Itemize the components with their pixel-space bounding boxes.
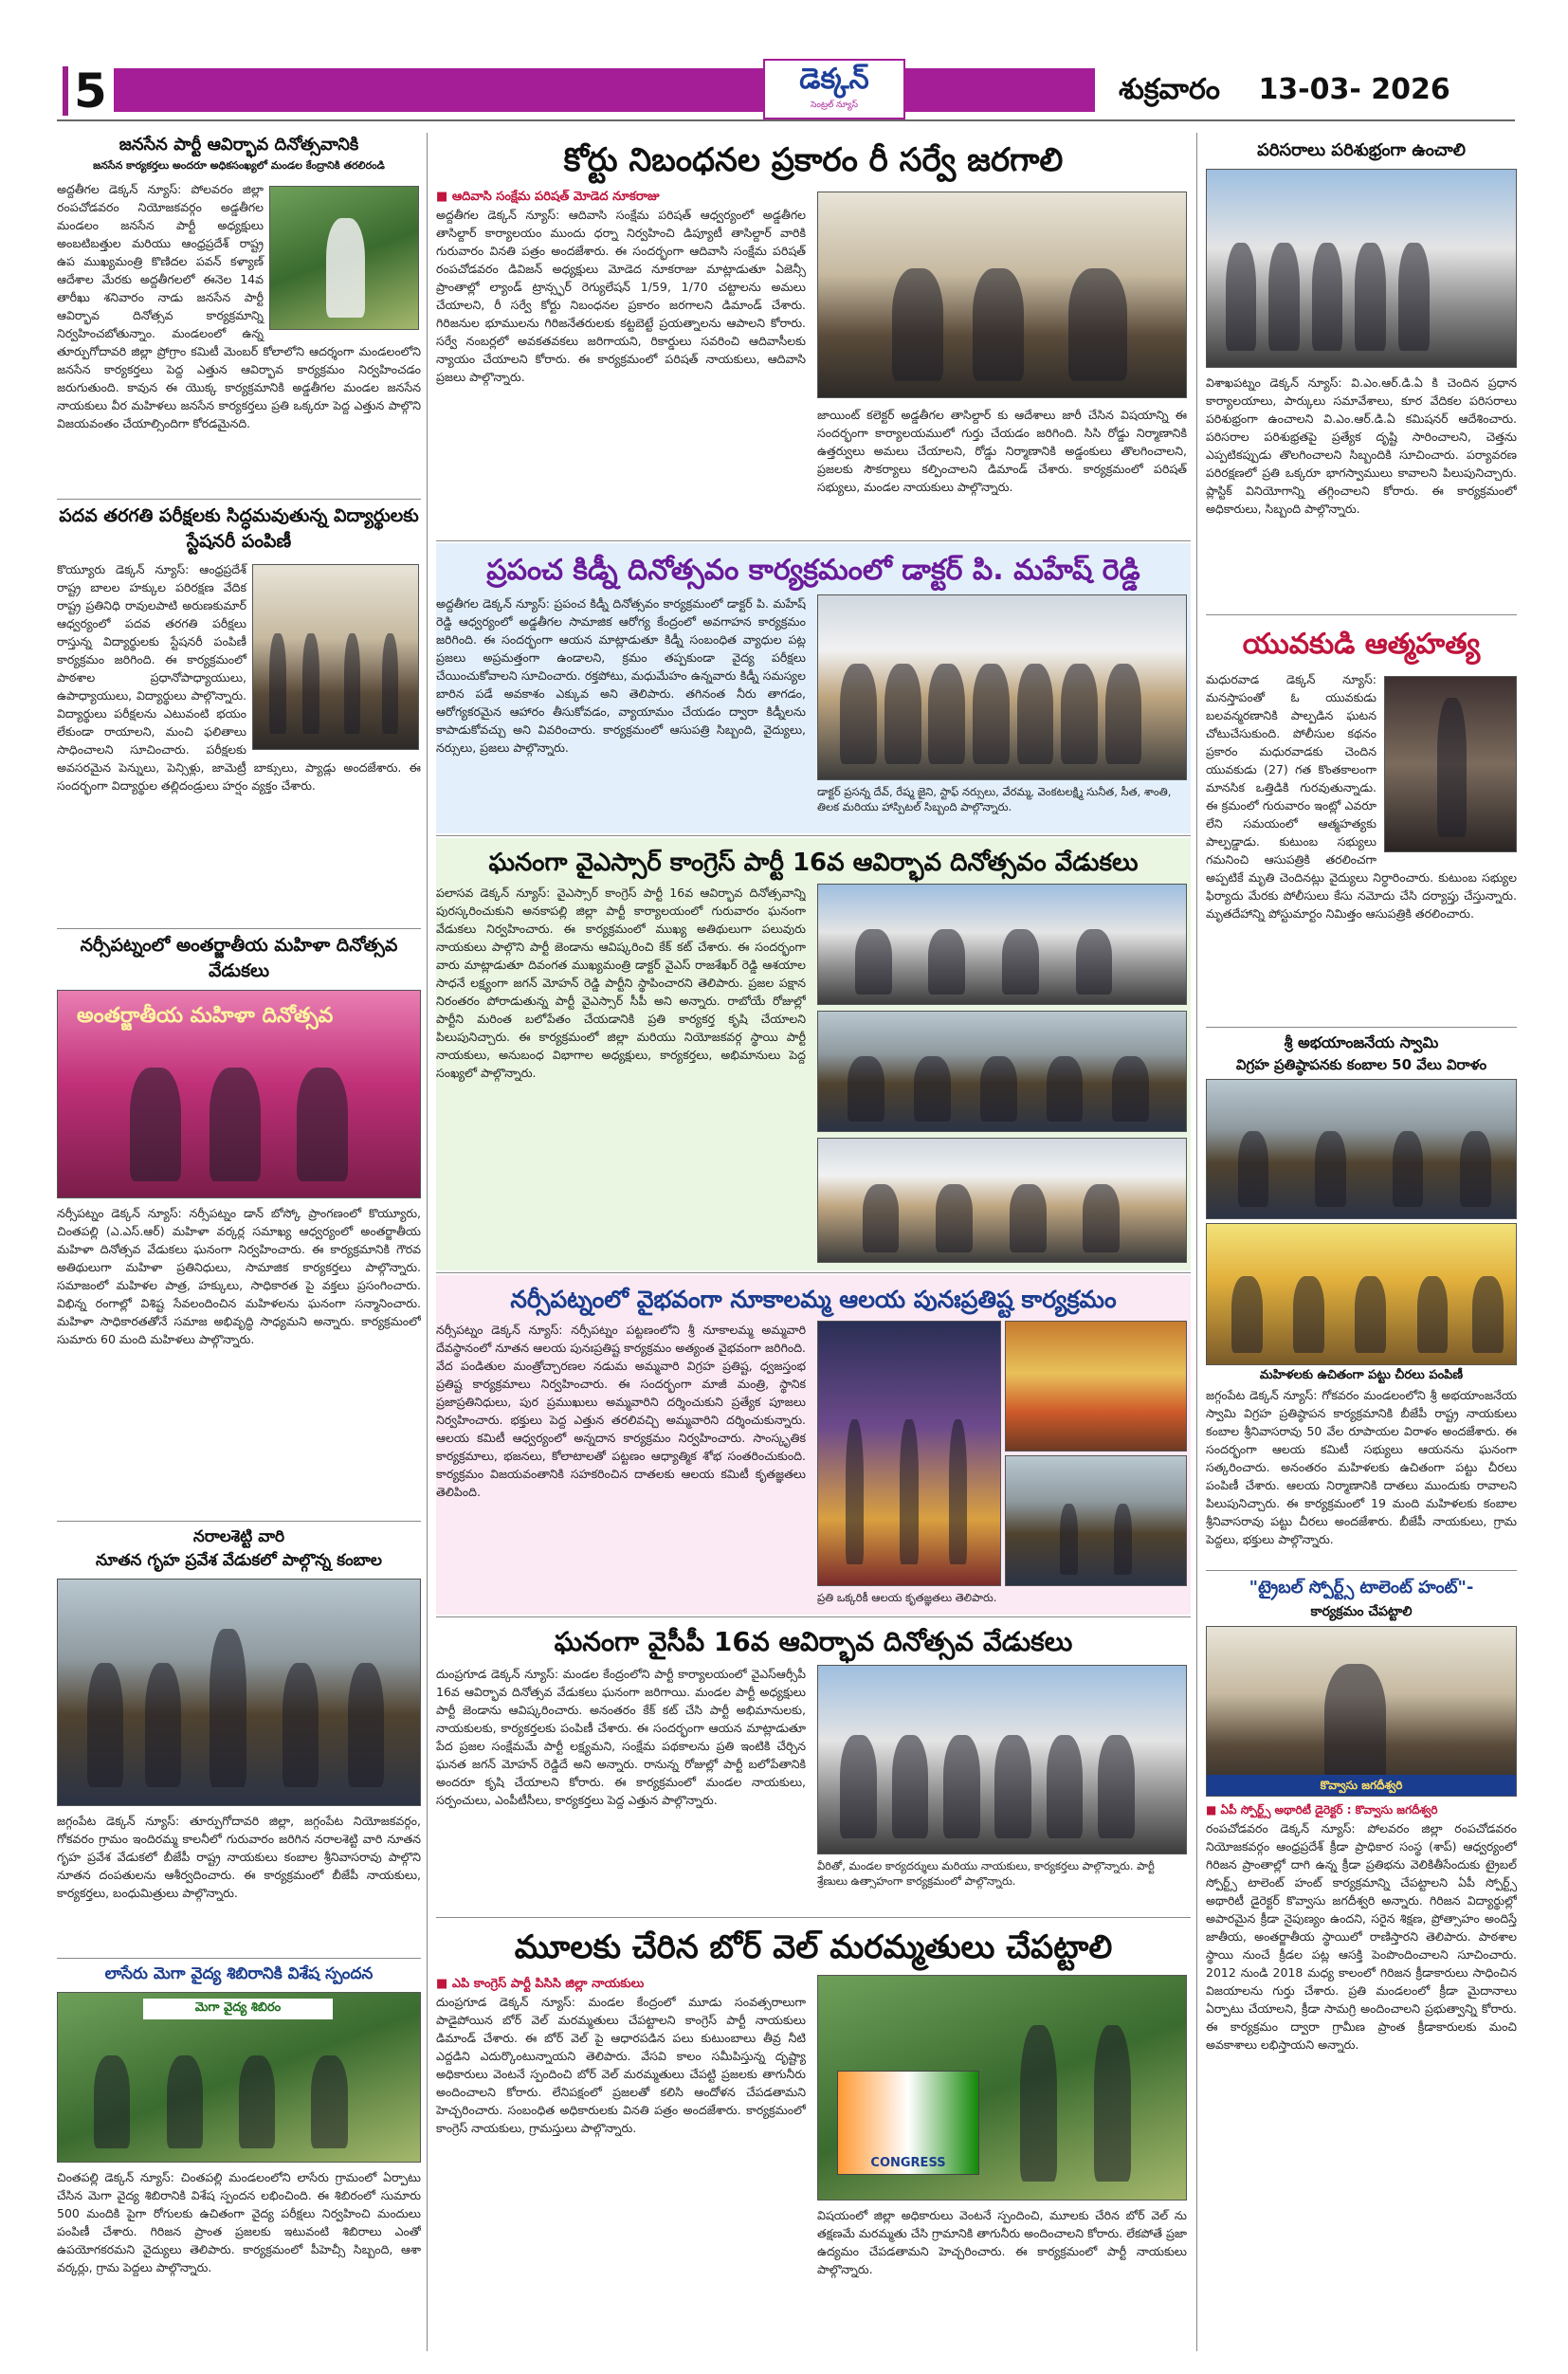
issue-day: శుక్రవారం — [1119, 73, 1220, 106]
article-byline: ■ ఆదివాసి సంక్షేమ పరిషత్ మోడెద నూకరాజు — [436, 188, 806, 206]
article-photo — [817, 1138, 1187, 1263]
divider — [1206, 1027, 1517, 1028]
divider — [1206, 1570, 1517, 1571]
divider — [436, 1272, 1191, 1273]
article-photo — [1206, 169, 1517, 368]
article-kidney-day — [436, 543, 1191, 833]
article-resurvey — [436, 133, 1191, 539]
congress-flag-icon — [837, 2071, 979, 2175]
article-subtitle: జనసేన కార్యకర్తలు అందరూ అధికసంఖ్యలో మండల కేంద్రానికి తరలిరండి — [93, 159, 385, 172]
article-title: పదవ తరగతి పరీక్షలకు సిద్ధమవుతున్న విద్యార్థులకు స్టేషనరీ పంపిణీ — [59, 505, 419, 552]
article-subtitle: విగ్రహ ప్రతిష్ఠాపనకు కంబాల 50 వేలు విరాళం — [1235, 1056, 1487, 1073]
article-borewell — [436, 1920, 1191, 2358]
article-body: మధురవాడ డెక్కన్ న్యూస్: మనస్తాపంతో ఓ యువకుడు బలవన్మరణానికి పాల్పడిన ఘటన చోటుచేసుకుంది. పోలీసుల కథనం ప్రకారం మధురవాడకు చెందిన యువకుడు (27) గత కొంతకాలంగా మానసిక ఒత్తిడికి గురవుతున్నాడు. ఈ క్రమంలో గురువారం ఇంట్లో ఎవరూ లేని సమయంలో ఆత్మహత్యకు పాల్పడ్డాడు. కుటుంబ సభ్యులు గమనించి ఆసుపత్రికి తరలించగా అప్పటికే మృతి చెందినట్లు వైద్యులు నిర్ధారించారు. కుటుంబ సభ్యుల ఫిర్యాదు మేరకు పోలీసులు కేసు నమోదు చేసి దర్యాప్తు చేస్తున్నారు. మృతదేహాన్ని పోస్టుమార్టం నిమిత్తం ఆసుపత్రికి తరలించారు. — [1206, 672, 1517, 921]
article-photo — [817, 192, 1187, 398]
issue-date-value: 13-03- 2026 — [1258, 73, 1450, 106]
article-photo — [817, 1321, 1001, 1586]
divider — [436, 1917, 1191, 1918]
article-photo — [817, 884, 1187, 1005]
article-photo — [1005, 1321, 1187, 1452]
page-number: 5 — [74, 64, 107, 119]
article-body: అద్దతీగల డెక్కన్ న్యూస్: ప్రపంచ కిడ్నీ దినోత్సవం కార్యక్రమంలో డాక్టర్ పి. మహేష్ రెడ్డి ఆధ్వర్యంలో అడ్డతీగల సామాజిక ఆరోగ్య కేంద్రంలో అవగాహన కార్యక్రమం జరిగింది. ఈ సందర్భంగా ఆయన మాట్లాడుతూ కిడ్నీ సంబంధిత వ్యాధుల పట్ల ప్రజలు అప్రమత్తంగా ఉండాలని, క్రమం తప్పకుండా వైద్య పరీక్షలు చేయించుకోవాలని సూచించారు. రక్తపోటు, మధుమేహం ఉన్నవారు కిడ్నీ సమస్యల బారిన పడే అవకాశం ఎక్కువ అని తెలిపారు. తగినంత నీరు తాగడం, ఆరోగ్యకరమైన ఆహారం తీసుకోవడం, వ్యాయామం చేయడం ద్వారా కిడ్నీలను కాపాడుకోవచ్చు అని వివరించారు. కార్యక్రమంలో ఆసుపత్రి సిబ్బంది, వైద్యులు, నర్సులు, ప్రజలు పాల్గొన్నారు. — [436, 596, 806, 755]
article-title: ఘనంగా వైసీపీ 16వ ఆవిర్భావ దినోత్సవ వేడుకలు — [554, 1626, 1073, 1657]
photo-name-strip: కొవ్వాసు జగదీశ్వరి — [1207, 1775, 1516, 1796]
divider — [436, 835, 1191, 836]
article-body-continued: జాయింట్ కలెక్టర్ అడ్డతీగల తాసిల్దార్ కు ఆదేశాలు జారీ చేసిన విషయాన్ని ఈ సందర్భంగా కార్యాలయములో గుర్తు చేయడం జరిగింది. సిసి రోడ్డు నిర్మాణానికి ఉత్తర్వులు అమలు చేయాలని, రోడ్డు నిర్మాణానికి అడ్డంకులు తొలగించాలని, ప్రజలకు సౌకర్యాలు కల్పించాలని డిమాండ్ చేశారు. కార్యక్రమంలో పరిషత్ సభ్యులు, మండల నాయకులు పాల్గొన్నారు. — [817, 408, 1187, 494]
article-womens-day — [57, 933, 421, 1517]
article-medical-camp — [57, 1963, 421, 2374]
article-body: విశాఖపట్నం డెక్కన్ న్యూస్: వి.ఎం.ఆర్.డి.ఏ కి చెందిన ప్రధాన కార్యాలయాలు, పార్కులు సమావేశాలు, కూర వేదికల పరిసరాలు పరిశుభ్రంగా ఉంచాలని వి.ఎం.ఆర్.డి.ఏ కమిషనర్ ఆదేశించారు. పరిసరాల పరిశుభ్రతపై ప్రత్యేక దృష్టి సారించాలని, చెత్తను ఎప్పటికప్పుడు తొలగించాలని సిబ్బందికి సూచించారు. పర్యావరణ పరిరక్షణలో ప్రతి ఒక్కరూ భాగస్వాములు కావాలని పిలుపునిచ్చారు. ప్లాస్టిక్ వినియోగాన్ని తగ్గించాలని కోరారు. ఈ కార్యక్రమంలో అధికారులు, సిబ్బంది పాల్గొన్నారు. — [1206, 375, 1517, 516]
article-photo — [817, 1011, 1187, 1132]
divider — [57, 1958, 421, 1959]
column-divider — [1196, 133, 1197, 2351]
article-title: ఘనంగా వైఎస్సార్ కాంగ్రెస్ పార్టీ 16వ ఆవిర్భావ దినోత్సవం వేడుకలు — [488, 849, 1139, 877]
article-stationery — [57, 503, 421, 924]
article-body: రంపచోడవరం డెక్కన్ న్యూస్: పోలవరం జిల్లా రంపచోడవరం నియోజకవర్గం ఆంధ్రప్రదేశ్ క్రీడా ప్రాధికార సంస్థ (శాప్) ఆధ్వర్యంలో గిరిజన ప్రాంతాల్లో దాగి ఉన్న క్రీడా ప్రతిభను వెలికితీసేందుకు ట్రైబల్ స్పోర్ట్స్ టాలెంట్ హంట్ కార్యక్రమాన్ని చేపట్టాలని ఏపీ స్పోర్ట్స్ అథారిటీ డైరెక్టర్ కొవ్వాసు జగదీశ్వరి అన్నారు. గిరిజన విద్యార్థుల్లో అపారమైన క్రీడా నైపుణ్యం ఉందని, సరైన శిక్షణ, ప్రోత్సాహం అందిస్తే జాతీయ, అంతర్జాతీయ స్థాయిలో రాణిస్తారని తెలిపారు. పాఠశాల స్థాయి నుంచే క్రీడల పట్ల ఆసక్తి పెంపొందించాలని సూచించారు. 2012 నుండి 2018 మధ్య కాలంలో గిరిజన క్రీడాకారులు సాధించిన విజయాలను గుర్తు చేశారు. ప్రతి మండలంలో క్రీడా మైదానాలు ఏర్పాటు చేయాలని, క్రీడా సామగ్రి అందించాలని ప్రభుత్వాన్ని కోరారు. ఈ కార్యక్రమం ద్వారా గ్రామీణ ప్రాంత క్రీడాకారులకు మంచి అవకాశాలు లభిస్తాయని అన్నారు. — [1206, 1821, 1517, 2052]
divider — [1206, 614, 1517, 615]
photo-banner-text: మెగా వైద్య శిబిరం — [143, 1999, 333, 2019]
article-byline: ■ ఎపి కాంగ్రెస్ పార్టీ పిసిసి జిల్లా నాయకులు — [436, 1975, 806, 1993]
divider — [436, 1616, 1191, 1617]
logo-name: డెక్కన్ — [799, 63, 869, 96]
column-divider — [427, 133, 428, 2351]
article-photo — [57, 1579, 421, 1806]
article-photo — [1005, 1455, 1187, 1586]
logo-tagline: సెంట్రల్ న్యూస్ — [811, 100, 858, 110]
article-subtitle: నూతన గృహ ప్రవేశ వేడుకలో పాల్గొన్న కంబాల — [96, 1551, 382, 1570]
masthead-band — [114, 68, 1095, 112]
article-photo — [1206, 1223, 1517, 1365]
article-tribal-sports — [1206, 1575, 1517, 2374]
article-photo — [817, 1665, 1187, 1854]
article-house-warming — [57, 1525, 421, 1954]
article-title: జనసేన పార్టీ ఆవిర్భావ దినోత్సవానికి — [119, 135, 359, 155]
left-column — [57, 133, 421, 2374]
article-body: చింతపల్లి డెక్కన్ న్యూస్: చింతపల్లి మండలంలోని లాసేరు గ్రామంలో ఏర్పాటు చేసిన మెగా వైద్య శిబిరానికి విశేష స్పందన లభించింది. ఈ శిబిరంలో సుమారు 500 మందికి పైగా రోగులకు ఉచితంగా వైద్య పరీక్షలు నిర్వహించి మందులు పంపిణీ చేశారు. గిరిజన ప్రాంత ప్రజలకు ఇటువంటి శిబిరాలు ఎంతో ఉపయోగకరమని వైద్యులు తెలిపారు. కార్యక్రమంలో పీహెచ్సీ సిబ్బంది, ఆశా వర్కర్లు, గ్రామ పెద్దలు పాల్గొన్నారు. — [57, 2170, 421, 2274]
photo-caption: వీరితో, మండల కార్యదర్శులు మరియు నాయకులు, కార్యకర్తలు పాల్గొన్నారు. పార్టీ శ్రేణులు ఉత్సాహంగా కార్యక్రమంలో పాల్గొన్నారు. — [817, 1859, 1155, 1888]
article-body: ■ ఆదివాసి సంక్షేమ పరిషత్ మోడెద నూకరాజు అద్దతీగల డెక్కన్ న్యూస్: ఆదివాసి సంక్షేమ పరిషత్ ఆధ్వర్యంలో అడ్డతీగల తాసిల్దార్ కార్యాలయం ముందు ధర్నా నిర్వహించి డిప్యూటీ తాసిల్దార్ వారికి గురువారం వినతి పత్రం అందజేశారు. ఈ సందర్భంగా ఆదివాసి సంక్షేమ పరిషత్ రంపచోడవరం డివిజన్ అధ్యక్షులు మోడెద నూకరాజు మాట్లాడుతూ ఏజెన్సీ ప్రాంతాల్లో ల్యాండ్ ట్రాన్స్ఫర్ రెగ్యులేషన్ 1/59, 1/70 చట్టాలను అమలు చేయాలని, రీ సర్వే కోర్టు నిబంధనల ప్రకారం జరగాలని డిమాండ్ చేశారు. గిరిజనుల భూములను గిరిజనేతరులకు కట్టబెట్టే ప్రయత్నాలను ఆపాలని కోరారు. సర్వే నంబర్లలో అవకతవకలు జరిగాయని, రికార్డులు సవరించి ఆదివాసీలకు న్యాయం చేయాలని కోరారు. ఈ కార్యక్రమంలో పరిషత్ నాయకులు, ఆదివాసి ప్రజలు పాల్గొన్నారు. — [436, 188, 806, 537]
article-title: శ్రీ అభయాంజనేయ స్వామి — [1284, 1033, 1439, 1051]
photo-caption: ప్రతి ఒక్కరికీ ఆలయ కృతజ్ఞతలు తెలిపారు. — [817, 1591, 997, 1604]
article-photo — [1206, 1626, 1517, 1797]
article-title: లాసేరు మెగా వైద్య శిబిరానికి విశేష స్పందన — [104, 1964, 374, 1983]
photo-banner-text: అంతర్జాతీయ మహిళా దినోత్సవ — [77, 1004, 334, 1028]
article-abhayanjaneya — [1206, 1032, 1517, 1566]
divider — [57, 1521, 421, 1522]
divider — [57, 928, 421, 929]
article-photo — [1206, 1079, 1517, 1219]
article-subtitle: మహిళలకు ఉచితంగా పట్టు చీరలు పంపిణీ — [1259, 1368, 1464, 1382]
article-body: ■ ఎపి కాంగ్రెస్ పార్టీ పిసిసి జిల్లా నాయకులు దుంప్రగూడ డెక్కన్ న్యూస్: మండల కేంద్రంలో మూడు సంవత్సరాలుగా పాడైపోయిన బోర్ వెల్ మరమ్మతులు చేపట్టాలని కాంగ్రెస్ పార్టీ నాయకులు డిమాండ్ చేశారు. ఈ బోర్ వెల్ పై ఆధారపడిన పలు కుటుంబాలు తీవ్ర నీటి ఎద్దడిని ఎదుర్కొంటున్నాయని తెలిపారు. వేసవి కాలం సమీపిస్తున్న దృష్ట్యా అధికారులు వెంటనే స్పందించి బోర్ వెల్ మరమ్మతులు చేపట్టి ప్రజలకు తాగునీరు అందించాలని కోరారు. లేనిపక్షంలో ప్రజలతో కలిసి ఆందోళన చేపడతామని హెచ్చరించారు. సంబంధిత అధికారులకు వినతి పత్రం అందజేశారు. కార్యక్రమంలో కాంగ్రెస్ నాయకులు, గ్రామస్తులు పాల్గొన్నారు. — [436, 1975, 806, 2354]
article-title: నర్సీపట్నంలో వైభవంగా నూకాలమ్మ ఆలయ పునఃప్రతిష్ట కార్యక్రమం — [510, 1286, 1117, 1313]
article-body: పలాసవ డెక్కన్ న్యూస్: వైఎస్సార్ కాంగ్రెస్ పార్టీ 16వ ఆవిర్భావ దినోత్సవాన్ని పురస్కరించుకుని అనకాపల్లి జిల్లా పార్టీ కార్యాలయంలో గురువారం ఘనంగా వేడుకలు నిర్వహించారు. ఈ కార్యక్రమంలో ముఖ్య అతిథులుగా పలువురు నాయకులు పాల్గొని పార్టీ జెండాను ఆవిష్కరించి కేక్ కట్ చేశారు. ఈ సందర్భంగా వారు మాట్లాడుతూ దివంగత ముఖ్యమంత్రి డాక్టర్ వైఎస్ రాజశేఖర్ రెడ్డి ఆశయాల సాధనే లక్ష్యంగా జగన్ మోహన్ రెడ్డి పార్టీని స్థాపించారని తెలిపారు. ప్రజల పక్షాన నిరంతరం పోరాడుతున్న పార్టీ వైఎస్సార్ సీపీ అని అన్నారు. రాబోయే రోజుల్లో పార్టీని మరింత బలోపేతం చేయడానికి ప్రతి కార్యకర్త కృషి చేయాలని పిలుపునిచ్చారు. ఈ కార్యక్రమంలో జిల్లా మరియు నియోజకవర్గ స్థాయి పార్టీ నాయకులు, అనుబంధ విభాగాల అధ్యక్షులు, కార్యకర్తలు, అభిమానులు పెద్ద సంఖ్యలో పాల్గొన్నారు. — [436, 886, 806, 1080]
article-body: దుంప్రగూడ డెక్కన్ న్యూస్: మండల కేంద్రంలోని పార్టీ కార్యాలయంలో వైఎస్ఆర్సీపీ 16వ ఆవిర్భావ దినోత్సవ వేడుకలు ఘనంగా జరిగాయి. మండల పార్టీ అధ్యక్షులు పార్టీ జెండాను ఆవిష్కరించారు. అనంతరం కేక్ కట్ చేసి పార్టీ అభిమానులకు, నాయకులకు, కార్యకర్తలకు పంపిణీ చేశారు. ఈ సందర్భంగా ఆయన మాట్లాడుతూ పేద ప్రజల సంక్షేమమే పార్టీ లక్ష్యమని, సంక్షేమ పథకాలను ప్రతి ఇంటికి చేర్చిన ఘనత జగన్ మోహన్ రెడ్డిదే అని అన్నారు. రానున్న రోజుల్లో పార్టీ బలోపేతానికి అందరూ కృషి చేయాలని కోరారు. ఈ కార్యక్రమంలో మండల నాయకులు, సర్పంచులు, ఎంపీటీసీలు, కార్యకర్తలు పెద్ద ఎత్తున పాల్గొన్నారు. — [436, 1667, 806, 1807]
article-body: జగ్గంపేట డెక్కన్ న్యూస్: తూర్పుగోదావరి జిల్లా, జగ్గంపేట నియోజకవర్గం, గోకవరం గ్రామం ఇందిరమ్మ కాలనీలో గురువారం జరిగిన నరాలశెట్టి వారి నూతన గృహ ప్రవేశ వేడుకలో బీజేపీ రాష్ట్ర నాయకులు కంబాల శ్రీనివాసరావు పాల్గొని నూతన దంపతులను ఆశీర్వదించారు. ఈ కార్యక్రమంలో బీజేపీ నాయకులు, కార్యకర్తలు, బంధుమిత్రులు పాల్గొన్నారు. — [57, 1814, 421, 1900]
article-cleanliness — [1206, 133, 1517, 611]
divider — [436, 540, 1191, 541]
article-title: యువకుడి ఆత్మహత్య — [1242, 628, 1481, 661]
center-column — [436, 133, 1191, 2358]
newspaper-logo — [763, 59, 905, 119]
article-title: మూలకు చేరిన బోర్ వెల్ మరమ్మతులు చేపట్టాలి — [514, 1928, 1113, 1966]
article-title: "ట్రైబల్ స్పోర్ట్స్ టాలెంట్ హంట్"- — [1249, 1578, 1474, 1598]
article-nookalamma-temple — [436, 1275, 1191, 1615]
article-title: నర్సీపట్నంలో అంతర్జాతీయ మహిళా దినోత్సవ వేడుకలు — [80, 935, 398, 981]
article-body-continued: విషయంలో జిల్లా అధికారులు వెంటనే స్పందించి, మూలకు చేరిన బోర్ వెల్ ను తక్షణమే మరమ్మతు చేసి గ్రామానికి తాగునీరు అందించాలని కోరారు. లేకపోతే ప్రజా ఉద్యమం చేపడతామని హెచ్చరించారు. ఈ కార్యక్రమంలో పార్టీ నాయకులు పాల్గొన్నారు. — [817, 2208, 1187, 2276]
article-title: పరిసరాలు పరిశుభ్రంగా ఉంచాలి — [1257, 140, 1466, 160]
article-photo — [57, 990, 421, 1198]
article-photo — [817, 1975, 1187, 2201]
flag-text: CONGRESS — [870, 2156, 946, 2170]
article-suicide — [1206, 619, 1517, 1023]
photo-caption: డాక్టర్ ప్రసన్న దేవ్, రేష్మ జైని, స్టాఫ్ నర్సులు, వేరమ్మ, వెంకటలక్ష్మి సునీత, సీత, శాంతి, తిలక మరియు హాస్పిటల్ సిబ్బంది పాల్గొన్నారు. — [817, 785, 1172, 813]
article-body: నర్సీపట్నం డెక్కన్ న్యూస్: నర్సీపట్నం పట్టణంలోని శ్రీ నూకాలమ్మ అమ్మవారి దేవస్థానంలో నూతన ఆలయ పునఃప్రతిష్ట కార్యక్రమం అత్యంత వైభవంగా జరిగింది. వేద పండితుల మంత్రోచ్చారణల నడుమ అమ్మవారి విగ్రహ ప్రతిష్ట, ధ్వజస్తంభ ప్రతిష్ట కార్యక్రమాలు నిర్వహించారు. ఈ సందర్భంగా మాజీ మంత్రి, స్థానిక ప్రజాప్రతినిధులు, పుర ప్రముఖులు అమ్మవారిని దర్శించుకుని ప్రత్యేక పూజలు నిర్వహించారు. భక్తులు పెద్ద ఎత్తున తరలివచ్చి అమ్మవారిని దర్శించుకున్నారు. ఆలయ కమిటీ ఆధ్వర్యంలో అన్నదాన కార్యక్రమం నిర్వహించారు. సాంస్కృతిక కార్యక్రమాలు, భజనలు, కోలాటాలతో పట్టణం ఆధ్యాత్మిక శోభ సంతరించుకుంది. కార్యక్రమం విజయవంతానికి సహకరించిన దాతలకు ఆలయ కమిటీ కృతజ్ఞతలు తెలిపింది. — [436, 1323, 806, 1499]
article-ysrcp-celebration — [436, 1619, 1191, 1915]
divider — [57, 499, 421, 500]
article-title: నరాలశెట్టి వారి — [192, 1527, 285, 1546]
article-body: జగ్గంపేట డెక్కన్ న్యూస్: గోకవరం మండలంలోని శ్రీ అభయాంజనేయ స్వామి విగ్రహ ప్రతిష్ఠాపన కార్యక్రమానికి బీజేపీ రాష్ట్ర నాయకులు కంబాల శ్రీనివాసరావు 50 వేల రూపాయల విరాళం అందజేశారు. ఈ సందర్భంగా ఆలయ కమిటీ సభ్యులు ఆయనను ఘనంగా సత్కరించారు. అనంతరం మహిళలకు ఉచితంగా పట్టు చీరలు పంపిణీ చేశారు. ఆలయ నిర్మాణానికి దాతలు ముందుకు రావాలని పిలుపునిచ్చారు. ఈ కార్యక్రమంలో 19 మంది మహిళలకు కంబాల శ్రీనివాసరావు పట్టు చీరలు అందజేశారు. బీజేపీ నాయకులు, గ్రామ పెద్దలు, భక్తులు పాల్గొన్నారు. — [1206, 1388, 1517, 1546]
article-title: కోర్టు నిబంధనల ప్రకారం రీ సర్వే జరగాలి — [563, 141, 1064, 179]
masthead — [0, 0, 1568, 119]
masthead-rule — [57, 119, 1515, 121]
article-title: ప్రపంచ కిడ్నీ దినోత్సవం కార్యక్రమంలో డాక్టర్ పి. మహేష్ రెడ్డి — [486, 554, 1140, 587]
article-janasena — [57, 133, 421, 495]
article-body: కొయ్యూరు డెక్కన్ న్యూస్: ఆంధ్రప్రదేశ్ రాష్ట్ర బాలల హక్కుల పరిరక్షణ వేదిక రాష్ట్ర ప్రతినిధి రావులపాటి అరుణకుమార్ ఆధ్వర్యంలో పదవ తరగతి పరీక్షలు రాస్తున్న విద్యార్థులకు స్టేషనరీ పంపిణీ కార్యక్రమం జరిగింది. ఈ కార్యక్రమంలో పాఠశాల ప్రధానోపాధ్యాయులు, ఉపాధ్యాయులు, విద్యార్థులు పాల్గొన్నారు. విద్యార్థులు పరీక్షలను ఎటువంటి భయం లేకుండా రాయాలని, మంచి ఫలితాలు సాధించాలని సూచించారు. పరీక్షలకు అవసరమైన పెన్నులు, పెన్సిళ్లు, జామెట్రీ బాక్సులు, ప్యాడ్లు అందజేశారు. ఈ సందర్భంగా విద్యార్థుల తల్లిదండ్రులు హర్షం వ్యక్తం చేశారు. — [57, 562, 421, 793]
right-column — [1206, 133, 1517, 2374]
article-photo — [57, 1992, 421, 2163]
article-photo — [817, 594, 1187, 780]
article-body: అద్దతీగల డెక్కన్ న్యూస్: పోలవరం జిల్లా రంపచోడవరం నియోజకవర్గం అడ్డతీగల మండలం జనసేన పార్టీ అధ్యక్షులు అంబటిబత్తుల మరియు ఆంధ్రప్రదేశ్ రాష్ట్ర ఉప ముఖ్యమంత్రి కొణిదల పవన్ కళ్యాణ్ ఆదేశాల మేరకు అద్దతీగలలో ఈనెల 14వ తారీఖు శనివారం నాడు జనసేన పార్టీ ఆవిర్భావ దినోత్సవ కార్యక్రమాన్ని నిర్వహించబోతున్నాం. మండలంలో ఉన్న తూర్పుగోదావరి జిల్లా ప్రోగ్రాం కమిటీ మెంబర్ కోలాలోని ఆదర్శంగా మండలంలోని జనసేన కార్యకర్తలు పెద్ద ఎత్తున ఆవిర్భావ కార్యక్రమం నిర్వహించడం జరుగుతుంది. కావున ఈ యొక్క కార్యక్రమానికి అడ్డతీగల మండల జనసేన నాయకులు వీర మహిళలు జనసేన కార్యకర్తలు ప్రతి ఒక్కరూ పెద్ద ఎత్తున పాల్గొని విజయవంతం చేయాల్సిందిగా కోరడమైనది. — [57, 182, 421, 430]
issue-date — [1119, 66, 1555, 114]
article-byline: ■ ఏపీ స్పోర్ట్స్ అథారిటీ డైరెక్టర్ : కొవ్వాసు జగదీశ్వరి — [1206, 1800, 1517, 1819]
article-body: నర్సీపట్నం డెక్కన్ న్యూస్: నర్సీపట్నం డాన్ బోస్కో ప్రాంగణంలో కొయ్యూరు, చింతపల్లి (ఎ.ఎస్.ఆర్) మహిళా వర్కర్ల సమాఖ్య ఆధ్వర్యంలో అంతర్జాతీయ మహిళా దినోత్సవ వేడుకలు ఘనంగా నిర్వహించారు. ఈ కార్యక్రమానికి గౌరవ అతిథులుగా మహిళా ప్రతినిధులు, సామాజిక కార్యకర్తలు పాల్గొన్నారు. సమాజంలో మహిళల పాత్ర, హక్కులు, సాధికారత పై వక్తలు ప్రసంగించారు. విభిన్న రంగాల్లో విశిష్ట సేవలందించిన మహిళలను ఘనంగా సన్మానించారు. మహిళా సాధికారతతోనే సమాజ అభివృద్ధి సాధ్యమని అన్నారు. కార్యక్రమంలో సుమారు 60 మంది మహిళలు పాల్గొన్నారు. — [57, 1206, 421, 1346]
article-subtitle: కార్యక్రమం చేపట్టాలి — [1310, 1604, 1413, 1619]
article-ysrcp-anniversary — [436, 838, 1191, 1270]
